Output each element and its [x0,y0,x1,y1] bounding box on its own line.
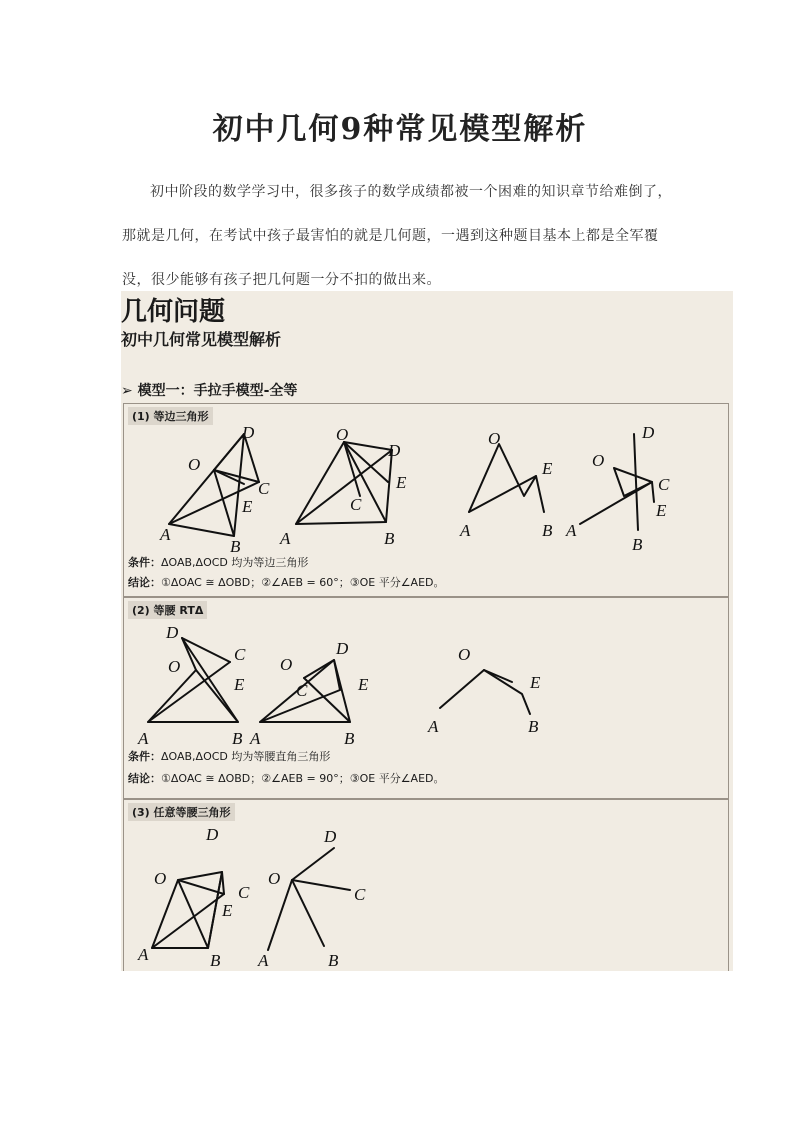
scanned-figure [121,291,733,971]
fig-line [304,678,350,722]
scan-subheading: 初中几何常见模型解析 [121,330,282,349]
label-O: O [168,657,181,676]
label-C: C [258,479,270,498]
scan-heading: 几何问题 [121,297,226,327]
condition-line: 条件：ΔOAB,ΔOCD 均为等腰直角三角形 [128,750,331,763]
label-O: O [592,451,605,470]
page-title: 初中几何9种常见模型解析 [212,112,588,147]
fig-line [268,880,292,950]
diagram-isosceles-right [124,598,728,798]
label-E: E [656,501,667,520]
condition-line: 条件：ΔOAB,ΔOCD 均为等边三角形 [128,556,309,569]
label-A: A [250,729,261,748]
fig-line [296,442,386,524]
fig-line [178,880,208,948]
conclusion-line: 结论：①ΔOAC ≅ ΔOBD；②∠AEB = 60°；③OE 平分∠AED。 [128,576,445,589]
label-E: E [530,673,541,692]
label-A: A [280,529,291,548]
section-tag: (3) 任意等腰三角形 [128,803,235,821]
model-title: ➢ 模型一：手拉手模型-全等 [121,383,298,399]
label-E: E [542,459,553,478]
label-O: O [336,425,349,444]
label-C: C [234,645,246,664]
fig-line [214,434,244,470]
fig-line [334,660,340,690]
label-D: D [242,423,255,442]
fig-line [386,450,392,522]
fig-line [484,670,512,682]
section-tag: (2) 等腰 RTΔ [128,601,207,619]
fig-line [440,670,530,714]
fig-line [222,872,224,894]
label-A: A [138,945,149,964]
fig-line [304,660,334,678]
label-D: D [166,623,179,642]
label-C: C [296,681,308,700]
fig-line [292,848,334,880]
label-O: O [488,429,501,448]
label-A: A [258,951,269,970]
fig-line [148,670,238,722]
fig-line [178,880,224,894]
label-B: B [210,951,221,970]
label-B: B [542,521,553,540]
label-O: O [268,869,281,888]
label-B: B [328,951,339,970]
label-B: B [232,729,243,748]
fig-line [614,468,652,496]
fig-line [182,638,196,670]
label-A: A [160,525,171,544]
label-E: E [242,497,253,516]
label-A: A [460,521,471,540]
intro-paragraph: 初中阶段的数学学习中，很多孩子的数学成绩都被一个困难的知识章节给难倒了，那就是几何，在考试中孩子最害怕的就是几何题，一遇到这种题目基本上都是全军覆没，很少能够有孩子把几何题一分不扣的做出来。 [122,184,672,288]
label-O: O [154,869,167,888]
label-D: D [642,423,655,442]
fig-line [652,482,654,502]
label-E: E [234,675,245,694]
label-C: C [350,495,362,514]
label-B: B [528,717,539,736]
label-B: B [632,535,643,554]
fig-line [169,434,244,536]
label-A: A [428,717,439,736]
label-E: E [396,473,407,492]
label-A: A [138,729,149,748]
section-tag: (1) 等边三角形 [128,407,213,425]
conclusion-line: 结论：①ΔOAC ≅ ΔOBD；②∠AEB = 90°；③OE 平分∠AED。 [128,772,445,785]
label-D: D [324,827,337,846]
label-D: D [336,639,349,658]
fig-line [292,880,324,946]
label-O: O [280,655,293,674]
label-E: E [222,901,233,920]
label-O: O [458,645,471,664]
label-B: B [384,529,395,548]
label-C: C [658,475,670,494]
label-A: A [566,521,577,540]
label-D: D [388,441,401,460]
fig-line [296,450,392,524]
diagram-any-isosceles [124,800,728,971]
section-equilateral [123,403,729,597]
fig-line [292,880,350,890]
section-isosceles-right [123,597,729,799]
label-O: O [188,455,201,474]
section-any-isosceles [123,799,729,971]
label-E: E [358,675,369,694]
fig-line [634,434,638,530]
label-C: C [354,885,366,904]
label-D: D [206,825,219,844]
label-B: B [344,729,355,748]
label-B: B [230,537,241,556]
fig-line [214,470,234,536]
fig-line [208,872,222,948]
fig-line [182,638,238,722]
label-C: C [238,883,250,902]
